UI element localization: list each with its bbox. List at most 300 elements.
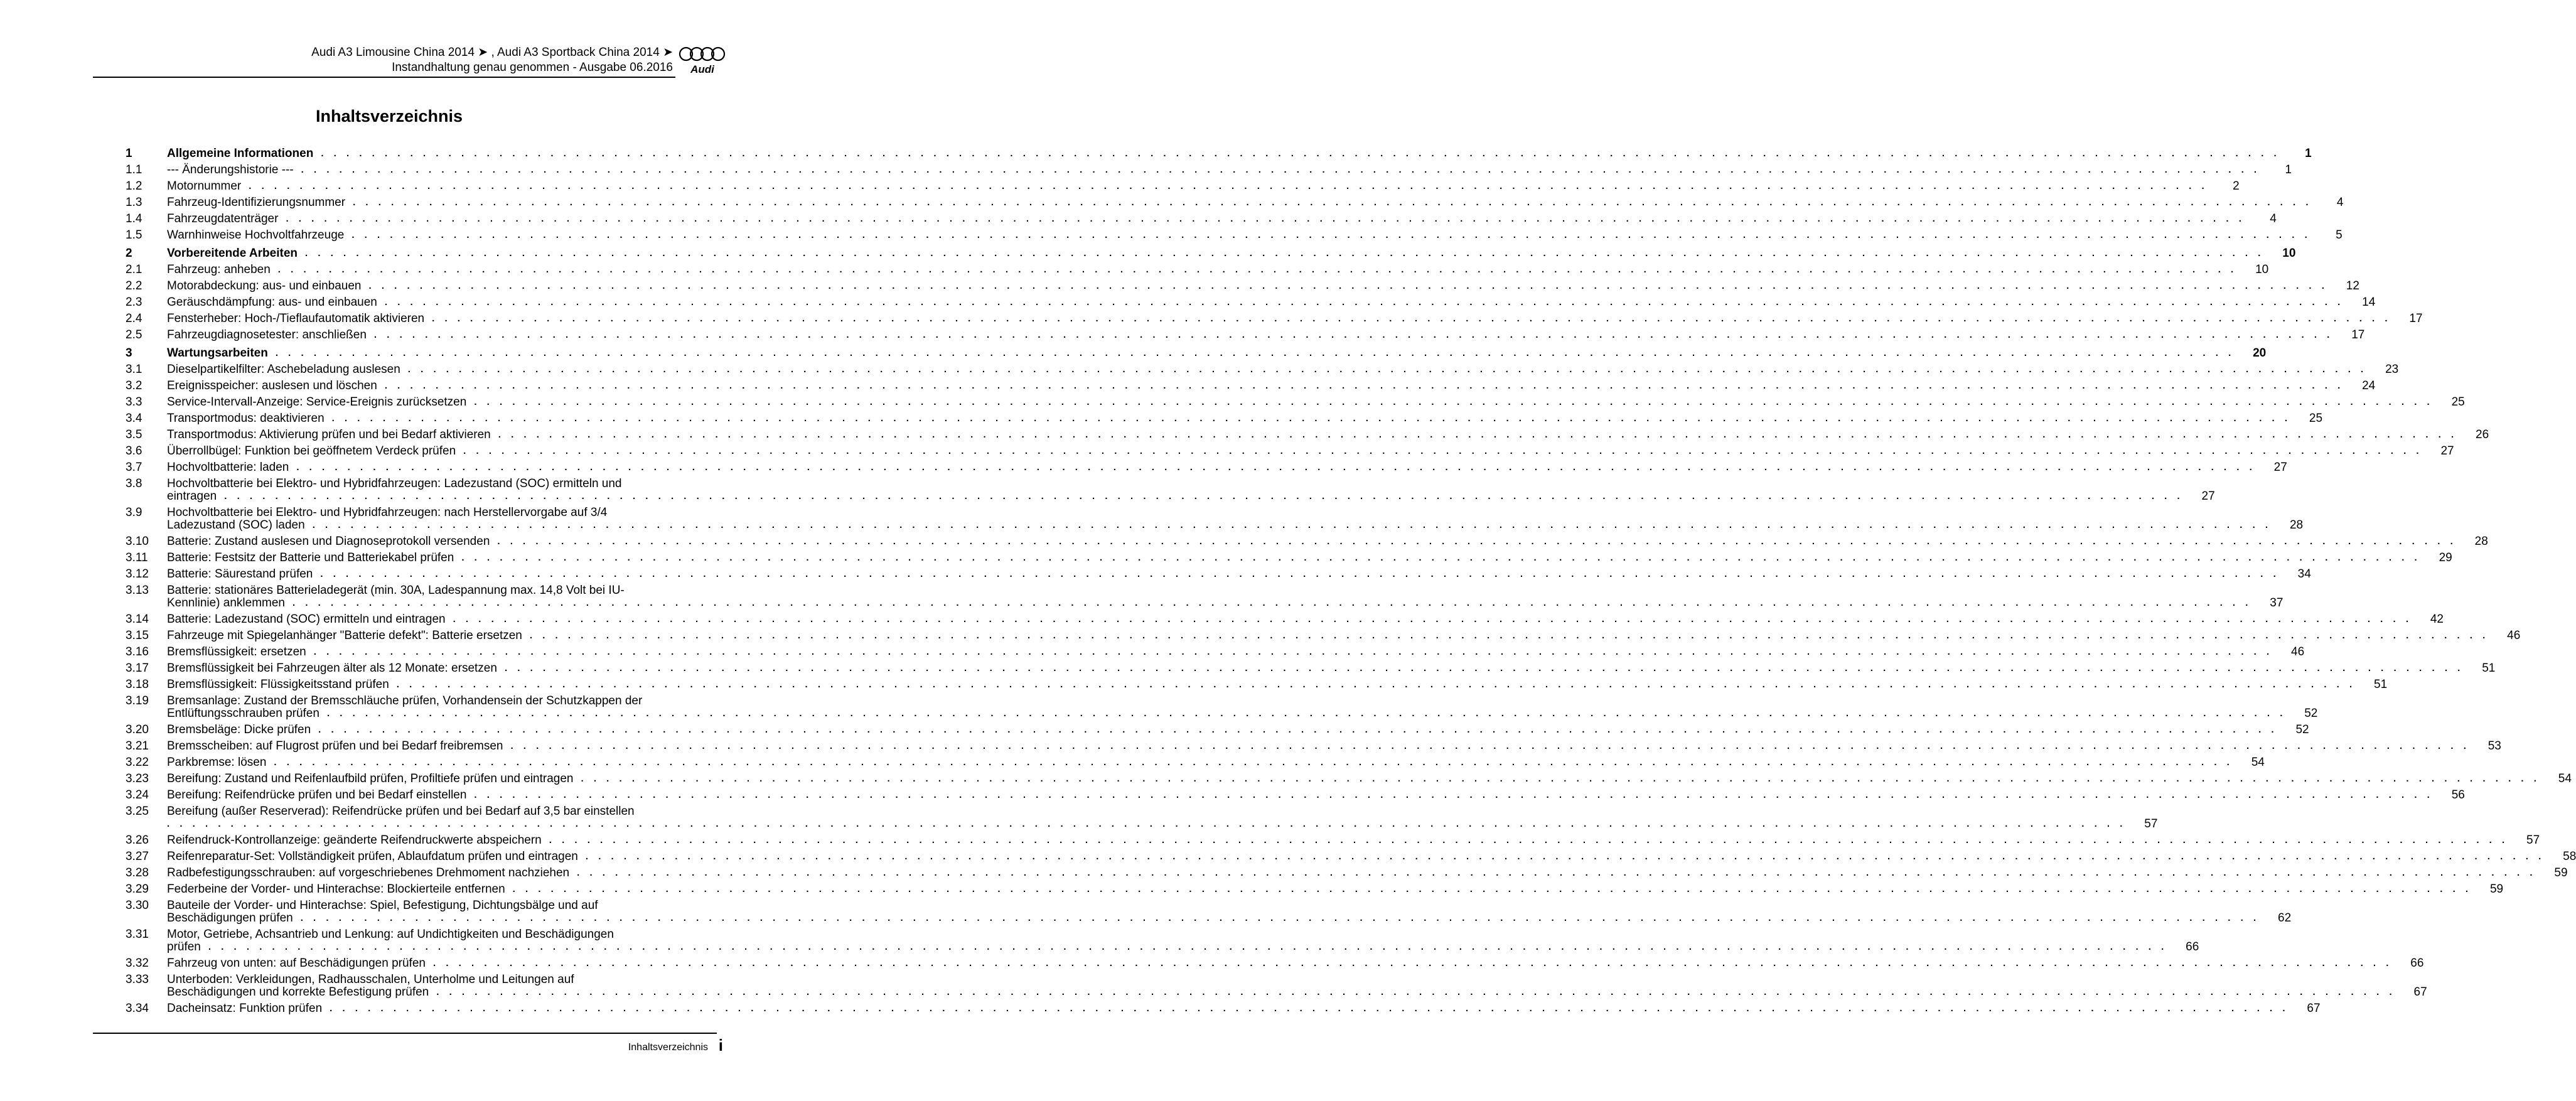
toc-page-number: 10 bbox=[2255, 263, 2269, 276]
header-edition-line: Instandhaltung genau genommen - Ausgabe 06.2016 bbox=[392, 61, 673, 74]
toc-entry-title: Bremsflüssigkeit bei Fahrzeugen älter als 12 Monate: ersetzen bbox=[167, 662, 497, 675]
toc-page-number: 23 bbox=[2385, 363, 2399, 376]
toc-entry-title-line: Batterie: stationäres Batterieladegerät (min. 30A, Ladespannung max. 14,8 Volt bei IU- bbox=[167, 584, 625, 597]
toc-entry-last-line bbox=[167, 519, 2303, 532]
toc-page-number: 25 bbox=[2451, 395, 2465, 409]
toc-entry-title: Dacheinsatz: Funktion prüfen bbox=[167, 1002, 323, 1015]
toc-entry[interactable] bbox=[126, 262, 2269, 278]
toc-entry[interactable] bbox=[126, 294, 2376, 311]
toc-entry[interactable] bbox=[126, 311, 2423, 327]
toc-entry-body bbox=[167, 644, 2304, 658]
toc-entry-number: 3.28 bbox=[126, 866, 149, 879]
toc-entry[interactable] bbox=[126, 881, 2504, 898]
toc-entry-last-line bbox=[167, 628, 2520, 642]
toc-entry[interactable] bbox=[126, 327, 2365, 343]
toc-page-number: 24 bbox=[2362, 379, 2376, 392]
toc-entry-body bbox=[167, 832, 2540, 847]
toc-entry-number: 3.33 bbox=[126, 973, 149, 986]
toc-entry-last-line bbox=[167, 378, 2375, 392]
toc-entry-number: 3.31 bbox=[126, 928, 149, 941]
toc-entry-number: 3.30 bbox=[126, 899, 149, 912]
toc-entry-title: Batterie: Festsitz der Batterie und Batteriekabel prüfen bbox=[167, 551, 454, 564]
toc-entry[interactable] bbox=[126, 926, 2199, 955]
toc-entry[interactable] bbox=[126, 738, 2501, 755]
toc-entry-body bbox=[167, 227, 2343, 242]
toc-entry-number: 3.20 bbox=[126, 723, 149, 736]
toc-entry-number: 3.1 bbox=[126, 363, 142, 376]
toc-entry[interactable] bbox=[126, 427, 2489, 443]
toc-entry-number: 1.5 bbox=[126, 228, 142, 242]
toc-leader-dots bbox=[249, 180, 2208, 193]
toc-entry-last-line bbox=[167, 644, 2304, 658]
toc-entry-number: 2.1 bbox=[126, 263, 142, 276]
toc-entry[interactable] bbox=[126, 955, 2424, 972]
toc-leader-dots bbox=[167, 818, 2126, 830]
toc-entry[interactable] bbox=[126, 787, 2465, 803]
toc-entry-last-line bbox=[167, 345, 2266, 360]
toc-entry-last-line bbox=[167, 832, 2540, 847]
toc-entry[interactable] bbox=[126, 660, 2496, 677]
toc-entry[interactable] bbox=[126, 227, 2343, 244]
toc-entry-number: 3.8 bbox=[126, 477, 142, 490]
toc-entry-title: Überrollbügel: Funktion bei geöffnetem Verdeck prüfen bbox=[167, 444, 456, 458]
toc-entry-number: 3.15 bbox=[126, 629, 149, 642]
toc-entry-title: Transportmodus: deaktivieren bbox=[167, 412, 325, 425]
toc-entry-body bbox=[167, 534, 2488, 548]
toc-entry-last-line bbox=[167, 865, 2568, 879]
toc-page-number: 62 bbox=[2278, 911, 2292, 925]
footer-label: Inhaltsverzeichnis bbox=[628, 1042, 708, 1053]
toc-page-number: 59 bbox=[2554, 866, 2568, 879]
toc-leader-dots bbox=[314, 646, 2273, 658]
toc-entry-title: Batterie: Ladezustand (SOC) ermitteln und eintragen bbox=[167, 613, 446, 626]
toc-page-number: 1 bbox=[2285, 163, 2292, 176]
toc-entry-title: Motorabdeckung: aus- und einbauen bbox=[167, 279, 362, 293]
toc-entry-title: Fahrzeugdiagnosetester: anschließen bbox=[167, 328, 367, 341]
toc-entry-title-line: Unterboden: Verkleidungen, Radhausschalen, Unterholme und Leitungen auf bbox=[167, 973, 574, 986]
toc-entry-title: Fahrzeug: anheben bbox=[167, 263, 271, 276]
toc-entry[interactable] bbox=[126, 972, 2427, 1001]
toc-entry-number: 1.3 bbox=[126, 196, 142, 209]
toc-entry-body bbox=[167, 195, 2344, 209]
toc-entry[interactable] bbox=[126, 693, 2318, 722]
toc-entry[interactable] bbox=[126, 394, 2465, 411]
toc-entry-title: Kennlinie) anklemmen bbox=[167, 596, 285, 610]
toc-entry-number: 3.26 bbox=[126, 834, 149, 847]
toc-entry[interactable] bbox=[126, 178, 2240, 195]
toc-entry-title: eintragen bbox=[167, 490, 217, 503]
toc-page-number: 66 bbox=[2410, 957, 2424, 970]
toc-entry-body bbox=[167, 881, 2503, 896]
toc-page-number: 4 bbox=[2336, 196, 2344, 209]
toc-leader-dots bbox=[301, 164, 2260, 176]
toc-entry-last-line bbox=[167, 362, 2398, 376]
toc-entry[interactable] bbox=[126, 644, 2305, 660]
toc-entry-last-line bbox=[167, 849, 2576, 863]
toc-entry-body bbox=[167, 693, 2317, 720]
toc-entry-last-line bbox=[167, 262, 2268, 276]
toc-entry-body bbox=[167, 327, 2364, 341]
toc-entry-title: Motornummer bbox=[167, 180, 242, 193]
toc-entry[interactable] bbox=[126, 611, 2444, 628]
toc-entry-last-line bbox=[167, 771, 2572, 785]
toc-entry-body bbox=[167, 394, 2465, 409]
toc-entry-body bbox=[167, 972, 2427, 999]
toc-entry-title: Vorbereitende Arbeiten bbox=[167, 247, 298, 260]
toc-entry[interactable] bbox=[126, 628, 2521, 644]
toc-page-number: 57 bbox=[2526, 834, 2540, 847]
toc-entry-last-line bbox=[167, 146, 2312, 160]
toc-leader-dots bbox=[332, 412, 2291, 425]
toc-page-number: 29 bbox=[2439, 551, 2452, 564]
toc-entry-title: Ladezustand (SOC) laden bbox=[167, 518, 305, 532]
toc-entry-title: Federbeine der Vorder- und Hinterachse: Blockierteile entfernen bbox=[167, 883, 505, 896]
toc-entry-last-line bbox=[167, 818, 2157, 830]
toc-entry-last-line bbox=[167, 195, 2344, 209]
toc-leader-dots bbox=[453, 613, 2412, 626]
toc-entry-body bbox=[167, 262, 2268, 276]
toc-leader-dots bbox=[530, 630, 2489, 642]
toc-entry-body bbox=[167, 362, 2398, 376]
toc-entry-number: 2.2 bbox=[126, 279, 142, 293]
toc-leader-dots bbox=[318, 724, 2277, 736]
toc-entry-number: 3.5 bbox=[126, 428, 142, 441]
toc-page-number: 27 bbox=[2273, 461, 2287, 474]
toc-entry-body bbox=[167, 738, 2501, 753]
toc-leader-dots bbox=[374, 329, 2333, 341]
toc-page-number: 56 bbox=[2451, 788, 2465, 802]
toc-leader-dots bbox=[433, 957, 2392, 970]
toc-entry[interactable] bbox=[126, 476, 2215, 505]
toc-page-number: 17 bbox=[2409, 312, 2423, 325]
toc-entry[interactable] bbox=[126, 583, 2284, 611]
toc-leader-dots bbox=[577, 867, 2536, 879]
toc-entry-number: 2.3 bbox=[126, 296, 142, 309]
toc-entry-last-line bbox=[167, 738, 2501, 753]
toc-entry-last-line bbox=[167, 597, 2283, 610]
toc-entry-last-line bbox=[167, 459, 2287, 474]
toc-leader-dots bbox=[305, 247, 2264, 260]
toc-entry-title: Service-Intervall-Anzeige: Service-Ereignis zurücksetzen bbox=[167, 395, 467, 409]
toc-leader-dots bbox=[327, 707, 2286, 720]
toc-entry-last-line bbox=[167, 912, 2291, 925]
toc-entry-title: Reifenreparatur-Set: Vollständigkeit prüfen, Ablaufdatum prüfen und eintragen bbox=[167, 850, 578, 863]
toc-entry-title: Transportmodus: Aktivierung prüfen und bei Bedarf aktivieren bbox=[167, 428, 491, 441]
toc-entry-title: Bremsflüssigkeit: ersetzen bbox=[167, 645, 306, 658]
toc-leader-dots bbox=[436, 986, 2395, 999]
toc-entry-last-line bbox=[167, 660, 2495, 675]
toc-entry-number: 3.6 bbox=[126, 444, 142, 458]
toc-chapter-entry[interactable] bbox=[126, 146, 2312, 162]
toc-entry-body bbox=[167, 345, 2266, 360]
toc-entry-last-line bbox=[167, 955, 2423, 970]
toc-page-number: 26 bbox=[2476, 428, 2489, 441]
toc-entry-body bbox=[167, 755, 2265, 769]
toc-entry[interactable] bbox=[126, 865, 2568, 881]
toc-leader-dots bbox=[353, 196, 2312, 209]
toc-entry-body bbox=[167, 505, 2303, 532]
toc-entry-title: Reifendruck-Kontrollanzeige: geänderte Reifendruckwerte abspeichern bbox=[167, 834, 542, 847]
toc-entry-body bbox=[167, 628, 2520, 642]
toc-leader-dots bbox=[274, 756, 2233, 769]
toc-page-number: 58 bbox=[2563, 850, 2576, 863]
toc-page-number: 14 bbox=[2362, 296, 2376, 309]
toc-entry-title: Entlüftungsschrauben prüfen bbox=[167, 707, 319, 720]
toc-entry-last-line bbox=[167, 211, 2277, 225]
toc-entry-last-line bbox=[167, 566, 2311, 581]
toc-entry[interactable] bbox=[126, 771, 2572, 787]
toc-entry-title: Warnhinweise Hochvoltfahrzeuge bbox=[167, 228, 345, 242]
toc-entry[interactable] bbox=[126, 1001, 2321, 1017]
toc-entry-number: 3.4 bbox=[126, 412, 142, 425]
toc-entry-number: 3.17 bbox=[126, 662, 149, 675]
toc-entry-title: Batterie: Säurestand prüfen bbox=[167, 567, 313, 581]
toc-page-number: 52 bbox=[2295, 723, 2309, 736]
toc-entry-title: --- Änderungshistorie --- bbox=[167, 163, 294, 176]
toc-entry[interactable] bbox=[126, 803, 2158, 832]
toc-entry-title: Fahrzeuge mit Spiegelanhänger "Batterie defekt": Batterie ersetzen bbox=[167, 629, 522, 642]
toc-leader-dots bbox=[330, 1002, 2289, 1015]
toc-page-number: 5 bbox=[2336, 228, 2343, 242]
toc-entry-body bbox=[167, 162, 2292, 176]
toc-entry-body bbox=[167, 787, 2465, 802]
toc-page-number: 17 bbox=[2351, 328, 2365, 341]
toc-entry[interactable] bbox=[126, 849, 2576, 865]
toc-entry-body bbox=[167, 898, 2291, 925]
toc-entry[interactable] bbox=[126, 534, 2488, 550]
toc-entry-title: prüfen bbox=[167, 940, 201, 953]
toc-entry-last-line bbox=[167, 411, 2322, 425]
toc-entry-body bbox=[167, 476, 2215, 503]
toc-entry[interactable] bbox=[126, 443, 2454, 459]
toc-entry-title-line: Hochvoltbatterie bei Elektro- und Hybridfahrzeugen: nach Herstellervorgabe auf 3/4 bbox=[167, 506, 608, 519]
toc-entry-last-line bbox=[167, 178, 2240, 193]
toc-leader-dots bbox=[321, 148, 2280, 160]
toc-page-number: 4 bbox=[2270, 212, 2277, 225]
toc-entry-number: 3.32 bbox=[126, 957, 149, 970]
toc-entry-body bbox=[167, 311, 2423, 325]
toc-page-number: 53 bbox=[2487, 739, 2501, 753]
toc-leader-dots bbox=[432, 313, 2391, 325]
toc-entry-title: Bremsflüssigkeit: Flüssigkeitsstand prüfen bbox=[167, 678, 389, 691]
toc-page-number: 34 bbox=[2297, 567, 2311, 581]
toc-entry-body bbox=[167, 459, 2287, 474]
toc-page-number: 51 bbox=[2482, 662, 2496, 675]
toc-entry-title: Fahrzeugdatenträger bbox=[167, 212, 279, 225]
toc-entry-number: 1.4 bbox=[126, 212, 142, 225]
toc-entry-last-line bbox=[167, 722, 2309, 736]
toc-leader-dots bbox=[224, 490, 2183, 503]
toc-entry[interactable] bbox=[126, 898, 2292, 926]
toc-entry-body bbox=[167, 611, 2444, 626]
toc-leader-dots bbox=[474, 789, 2433, 802]
toc-leader-dots bbox=[313, 519, 2272, 532]
toc-entry[interactable] bbox=[126, 195, 2344, 211]
toc-entry-title: Bremsbeläge: Dicke prüfen bbox=[167, 723, 311, 736]
toc-entry-number: 3.29 bbox=[126, 883, 149, 896]
toc-entry-body bbox=[167, 146, 2312, 160]
toc-entry-number: 3.3 bbox=[126, 395, 142, 409]
toc-leader-dots bbox=[513, 883, 2472, 896]
toc-leader-dots bbox=[461, 552, 2420, 564]
toc-entry-title: Beschädigungen prüfen bbox=[167, 911, 293, 925]
toc-entry-number: 3.18 bbox=[126, 678, 149, 691]
toc-entry-title-line: Hochvoltbatterie bei Elektro- und Hybridfahrzeugen: Ladezustand (SOC) ermitteln und bbox=[167, 477, 622, 490]
toc-entry[interactable] bbox=[126, 378, 2376, 394]
toc-page-number: 27 bbox=[2201, 490, 2215, 503]
toc-entry-number: 1 bbox=[126, 147, 132, 160]
toc-entry-number: 2.4 bbox=[126, 312, 142, 325]
logo-text: Audi bbox=[690, 63, 714, 75]
toc-entry-number: 2 bbox=[126, 247, 132, 260]
toc-chapter-entry[interactable] bbox=[126, 245, 2296, 262]
toc-entry-title: Allgemeine Informationen bbox=[167, 147, 314, 160]
toc-entry-title: Hochvoltbatterie: laden bbox=[167, 461, 289, 474]
toc-entry-body bbox=[167, 722, 2309, 736]
toc-entry-number: 3 bbox=[126, 346, 132, 360]
toc-entry-number: 1.1 bbox=[126, 163, 142, 176]
toc-page-number: 10 bbox=[2282, 247, 2296, 260]
toc-page-number: 66 bbox=[2186, 940, 2199, 953]
toc-entry-last-line bbox=[167, 707, 2317, 720]
toc-entry-last-line bbox=[167, 787, 2465, 802]
toc-leader-dots bbox=[369, 280, 2328, 293]
audi-rings-icon bbox=[677, 46, 728, 77]
toc-entry-number: 3.7 bbox=[126, 461, 142, 474]
toc-leader-dots bbox=[581, 773, 2540, 785]
toc-page-number: 67 bbox=[2307, 1002, 2321, 1015]
toc-page-number: 25 bbox=[2309, 412, 2323, 425]
toc-page-number: 42 bbox=[2430, 613, 2444, 626]
toc-entry-number: 3.23 bbox=[126, 772, 149, 785]
toc-page-number: 57 bbox=[2144, 817, 2158, 830]
toc-entry-last-line bbox=[167, 278, 2359, 293]
toc-entry-body bbox=[167, 427, 2489, 441]
toc-entry[interactable] bbox=[126, 722, 2309, 738]
toc-entry-body bbox=[167, 294, 2375, 309]
toc-leader-dots bbox=[352, 229, 2310, 242]
toc-leader-dots bbox=[276, 347, 2235, 360]
toc-leader-dots bbox=[208, 941, 2167, 953]
toc-entry-last-line bbox=[167, 1001, 2321, 1015]
toc-entry-last-line bbox=[167, 245, 2295, 260]
toc-entry-last-line bbox=[167, 294, 2375, 309]
toc-entry[interactable] bbox=[126, 677, 2388, 693]
toc-entry-last-line bbox=[167, 755, 2265, 769]
toc-entry-number: 3.12 bbox=[126, 567, 149, 581]
audi-logo bbox=[677, 46, 728, 77]
toc-entry-body bbox=[167, 583, 2283, 610]
toc-entry-body bbox=[167, 865, 2568, 879]
toc-entry[interactable] bbox=[126, 832, 2540, 849]
toc-entry-last-line bbox=[167, 550, 2452, 564]
toc-entry-title: Fahrzeug-Identifizierungsnummer bbox=[167, 196, 346, 209]
toc-entry-last-line bbox=[167, 394, 2465, 409]
toc-entry-body bbox=[167, 211, 2277, 225]
toc-leader-dots bbox=[497, 535, 2456, 548]
toc-entry-title: Parkbremse: lösen bbox=[167, 756, 267, 769]
toc-entry-number: 3.14 bbox=[126, 613, 149, 626]
toc-chapter-entry[interactable] bbox=[126, 345, 2267, 362]
toc-leader-dots bbox=[301, 912, 2260, 925]
toc-page-number: 12 bbox=[2346, 279, 2359, 293]
toc-page-number: 51 bbox=[2374, 678, 2388, 691]
toc-entry-number: 1.2 bbox=[126, 180, 142, 193]
toc-entry-body bbox=[167, 443, 2454, 458]
toc-entry[interactable] bbox=[126, 505, 2304, 534]
toc-entry[interactable] bbox=[126, 550, 2452, 566]
toc-entry-body bbox=[167, 378, 2375, 392]
toc-entry[interactable] bbox=[126, 755, 2265, 771]
page-title: Inhaltsverzeichnis bbox=[315, 107, 463, 126]
toc-entry-title: Bereifung: Zustand und Reifenlaufbild prüfen, Profiltiefe prüfen und eintragen bbox=[167, 772, 574, 785]
toc-entry-number: 3.25 bbox=[126, 805, 149, 818]
toc-entry-last-line bbox=[167, 611, 2444, 626]
toc-entry-body bbox=[167, 771, 2572, 785]
toc-page-number: 59 bbox=[2489, 883, 2504, 896]
toc-entry[interactable] bbox=[126, 211, 2277, 227]
header-text bbox=[311, 45, 673, 75]
toc-entry-title: Fensterheber: Hoch-/Tieflaufautomatik aktivieren bbox=[167, 312, 425, 325]
toc-entry-last-line bbox=[167, 534, 2488, 548]
toc-entry-body bbox=[167, 178, 2240, 193]
toc-leader-dots bbox=[586, 851, 2545, 863]
toc-entry-body bbox=[167, 566, 2311, 581]
toc-entry[interactable] bbox=[126, 459, 2287, 476]
toc-entry-number: 3.11 bbox=[126, 551, 148, 564]
toc-entry-title: Batterie: Zustand auslesen und Diagnoseprotokoll versenden bbox=[167, 535, 490, 548]
toc-leader-dots bbox=[296, 461, 2255, 474]
toc-entry-title: Bereifung: Reifendrücke prüfen und bei Bedarf einstellen bbox=[167, 788, 467, 802]
toc-entry-body bbox=[167, 278, 2359, 293]
toc-entry-title: Ereignisspeicher: auslesen und löschen bbox=[167, 379, 377, 392]
toc-page-number: 28 bbox=[2474, 535, 2488, 548]
toc-entry-body bbox=[167, 849, 2576, 863]
toc-entry-last-line bbox=[167, 311, 2423, 325]
toc-page-number: 28 bbox=[2289, 518, 2304, 532]
toc-entry-title: Radbefestigungsschrauben: auf vorgeschriebenes Drehmoment nachziehen bbox=[167, 866, 570, 879]
toc-entry-number: 2.5 bbox=[126, 328, 142, 341]
toc-entry-body bbox=[167, 803, 2157, 830]
toc-leader-dots bbox=[286, 213, 2245, 225]
toc-entry[interactable] bbox=[126, 362, 2399, 378]
toc-entry-body bbox=[167, 660, 2495, 675]
toc-entry-body bbox=[167, 1001, 2321, 1015]
toc-leader-dots bbox=[549, 834, 2508, 847]
toc-entry-number: 3.27 bbox=[126, 850, 149, 863]
toc-entry[interactable] bbox=[126, 566, 2311, 583]
toc-entry[interactable] bbox=[126, 411, 2323, 427]
toc-entry[interactable] bbox=[126, 162, 2292, 178]
toc-page-number: 52 bbox=[2304, 707, 2318, 720]
toc-entry-number: 3.10 bbox=[126, 535, 149, 548]
toc-entry-title-line: Motor, Getriebe, Achsantrieb und Lenkung: auf Undichtigkeiten und Beschädigungen bbox=[167, 928, 614, 941]
toc-leader-dots bbox=[385, 296, 2344, 309]
toc-entry-number: 3.13 bbox=[126, 584, 149, 597]
toc-leader-dots bbox=[408, 363, 2367, 376]
toc-entry-title: Dieselpartikelfilter: Aschebeladung auslesen bbox=[167, 363, 400, 376]
toc-page-number: 54 bbox=[2251, 756, 2265, 769]
toc-entry-number: 3.2 bbox=[126, 379, 142, 392]
toc-entry-title: Wartungsarbeiten bbox=[167, 346, 268, 360]
toc-entry-title: Fahrzeug von unten: auf Beschädigungen prüfen bbox=[167, 957, 426, 970]
toc-entry-last-line bbox=[167, 427, 2489, 441]
toc-page-number: 46 bbox=[2507, 629, 2521, 642]
toc-entry[interactable] bbox=[126, 278, 2359, 294]
toc-entry-number: 3.9 bbox=[126, 506, 142, 519]
toc-leader-dots bbox=[385, 380, 2344, 392]
toc-entry-body bbox=[167, 245, 2295, 260]
